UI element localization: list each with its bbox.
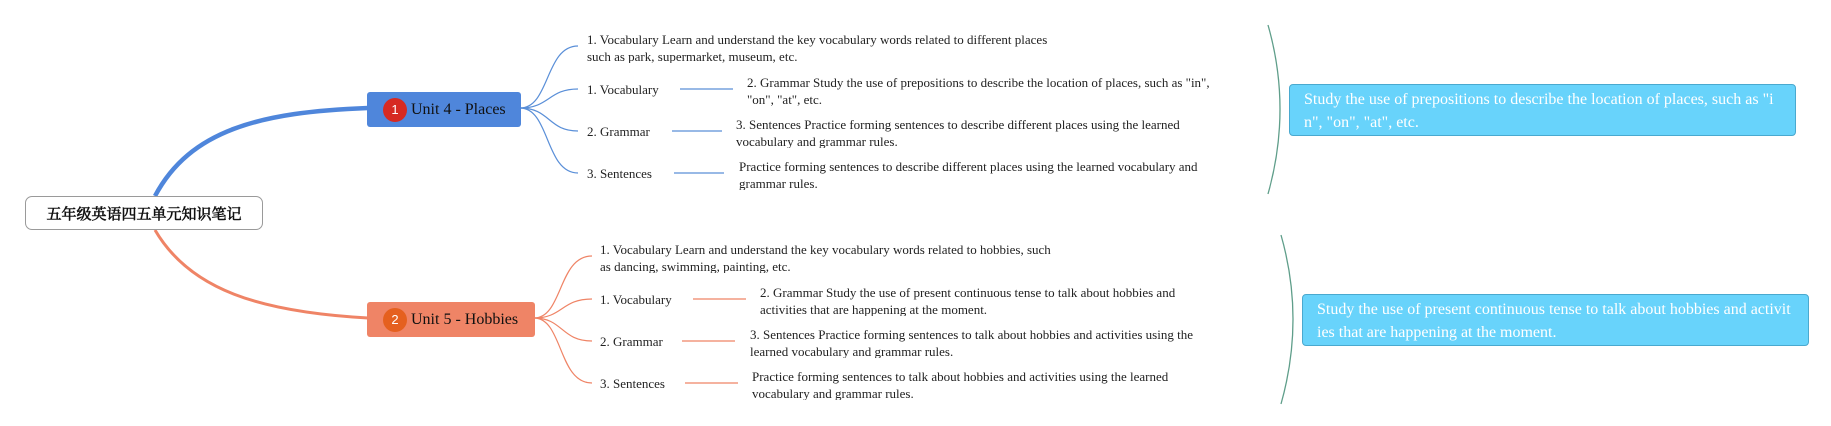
unit-5-item-3-label[interactable]: 2. Grammar [600,334,663,349]
unit-4-label: Unit 4 - Places [411,100,506,118]
unit-5-number-badge: 2 [383,308,407,332]
unit-4-item-2-text-line2: "on", "at", etc. [747,92,823,106]
unit-5-item-3-text-line1: 3. Sentences Practice forming sentences to talk about hobbies and activities using the [750,327,1193,342]
connector-root-unit5 [155,230,368,318]
unit-5-topic[interactable] [367,302,535,337]
unit-5-item-3-text-line2: learned vocabulary and grammar rules. [750,344,954,358]
unit-4-item-4[interactable] [739,158,1198,190]
unit-5-item-3[interactable] [750,326,1193,358]
connector-root-unit4 [155,108,368,196]
connector-unit4-branches [520,46,733,173]
unit-5-item-2[interactable] [760,284,1175,316]
root-topic-label: 五年级英语四五单元知识笔记 [46,204,242,223]
root-topic[interactable] [25,196,263,230]
unit-4-item-2-label[interactable]: 1. Vocabulary [587,82,659,97]
unit-4-item-1-text-line1: 1. Vocabulary Learn and understand the key vocabulary words related to different places [587,32,1048,47]
unit-5-item-2-label[interactable]: 1. Vocabulary [600,292,672,307]
unit-4-item-3-text-line1: 3. Sentences Practice forming sentences to describe different places using the learned [736,117,1180,132]
unit-4-item-2-text-line1: 2. Grammar Study the use of prepositions to describe the location of places, such as "in", [747,75,1210,90]
unit-4-item-2[interactable] [747,74,1210,106]
unit-5-summary-text: Study the use of present continuous tense to talk about hobbies and activities that are happening at the moment. [1317,301,1791,341]
unit-4-item-4-label[interactable]: 3. Sentences [587,166,652,181]
summary-bracket-unit4 [1268,25,1280,194]
unit-5-item-4[interactable] [752,368,1168,400]
unit-4-item-3[interactable] [736,116,1180,148]
unit-4-item-4-text-line2: grammar rules. [739,176,818,190]
unit-5-label: Unit 5 - Hobbies [411,310,519,328]
unit-4-item-3-label[interactable]: 2. Grammar [587,124,650,139]
unit-4-number-badge: 1 [383,98,407,122]
unit-5-item-2-text-line2: activities that are happening at the moment. [760,302,988,316]
unit-5-summary[interactable] [1302,294,1809,346]
unit-4-item-4-text-line1: Practice forming sentences to describe different places using the learned vocabulary and [739,159,1198,174]
unit-4-summary-text: Study the use of prepositions to describe the location of places, such as "in", "on", "at", etc. [1304,91,1774,131]
unit-5-item-1[interactable] [600,241,1051,273]
unit-5-item-2-text-line1: 2. Grammar Study the use of present continuous tense to talk about hobbies and [760,285,1176,300]
unit-4-summary[interactable] [1289,84,1796,136]
unit-5-item-1-text-line1: 1. Vocabulary Learn and understand the key vocabulary words related to hobbies, such [600,242,1051,257]
unit-4-item-3-text-line2: vocabulary and grammar rules. [736,134,898,148]
summary-bracket-unit5 [1281,235,1293,404]
unit-5-item-4-text-line2: vocabulary and grammar rules. [752,386,914,400]
unit-4-item-1-text-line2: such as park, supermarket, museum, etc. [587,49,798,63]
unit-5-item-1-text-line2: as dancing, swimming, painting, etc. [600,259,791,273]
connector-unit5-branches [534,256,746,383]
unit-4-topic[interactable] [367,92,521,127]
unit-4-item-1[interactable] [587,31,1047,63]
unit-5-item-4-label[interactable]: 3. Sentences [600,376,665,391]
unit-5-item-4-text-line1: Practice forming sentences to talk about hobbies and activities using the learned [752,369,1169,384]
